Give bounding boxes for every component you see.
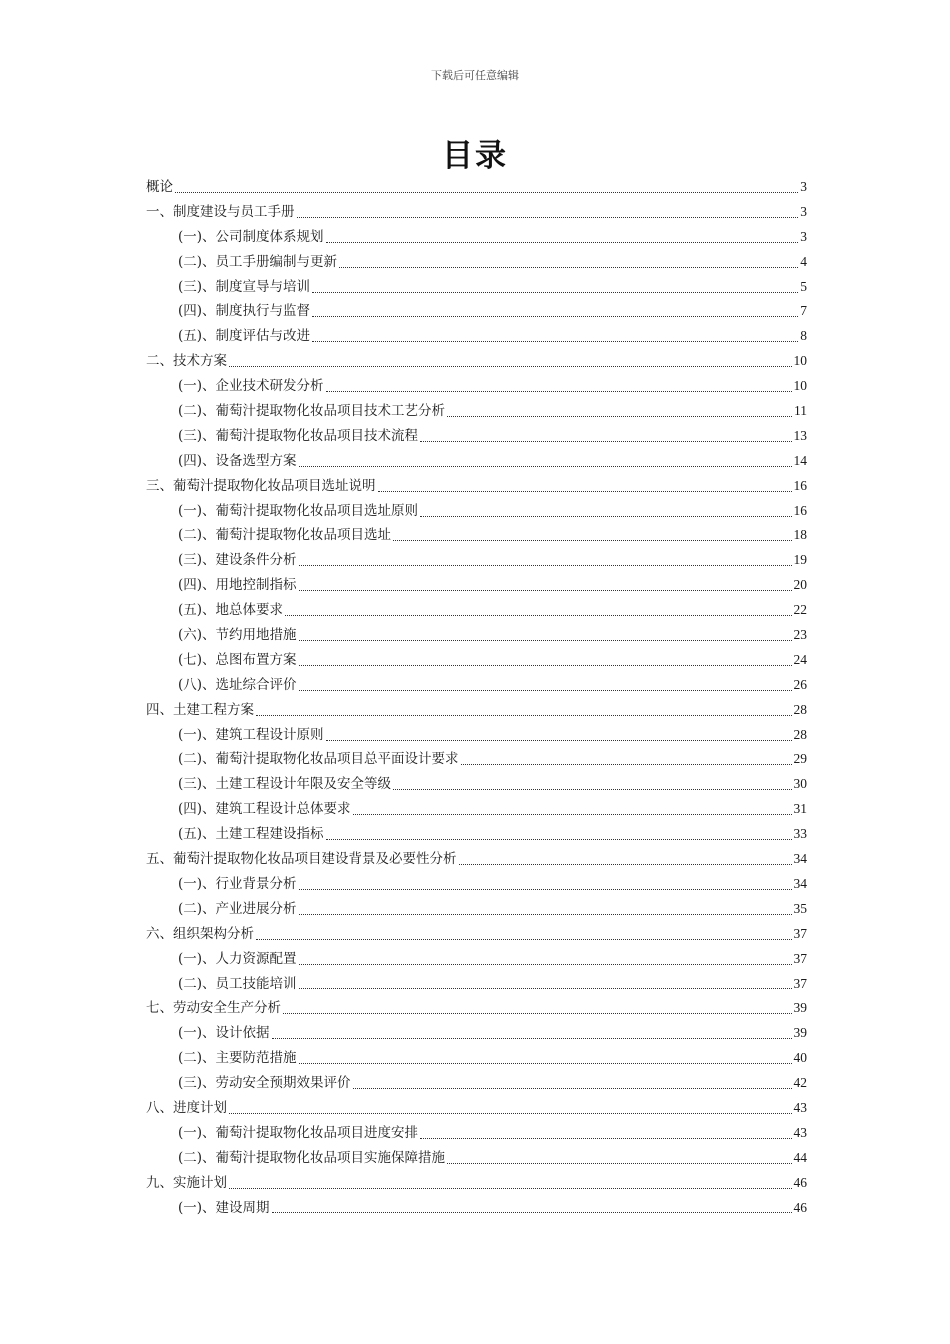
toc-dot-leader (353, 814, 792, 815)
toc-entry-title: 二、技术方案 (146, 353, 227, 370)
toc-dot-leader (339, 267, 798, 268)
toc-entry[interactable] (146, 1171, 807, 1196)
toc-entry-title: (三)、建设条件分析 (178, 552, 297, 569)
toc-dot-leader (326, 242, 799, 243)
toc-entry[interactable] (146, 797, 807, 822)
toc-entry-title: 八、进度计划 (146, 1099, 227, 1116)
toc-entry-page-number: 8 (800, 328, 807, 344)
toc-dot-leader (283, 1013, 792, 1014)
toc-entry-page-number: 14 (793, 452, 807, 468)
toc-entry-title: (二)、葡萄汁提取物化妆品项目总平面设计要求 (178, 751, 459, 768)
toc-entry-title: 六、组织架构分析 (146, 925, 254, 942)
toc-entry[interactable] (146, 897, 807, 922)
toc-entry-title: (二)、员工手册编制与更新 (178, 253, 338, 270)
toc-entry[interactable] (146, 947, 807, 972)
toc-entry-page-number: 34 (793, 851, 807, 867)
toc-dot-leader (326, 391, 792, 392)
page-title: 目录 (442, 138, 508, 174)
toc-entry[interactable] (146, 648, 807, 673)
toc-entry-title: (二)、产业进展分析 (178, 900, 297, 917)
toc-dot-leader (299, 889, 792, 890)
toc-entry[interactable] (146, 299, 807, 324)
toc-dot-leader (326, 740, 792, 741)
toc-entry-title: (二)、主要防范措施 (178, 1050, 297, 1067)
toc-entry[interactable] (146, 399, 807, 424)
toc-entry-page-number: 30 (793, 776, 807, 792)
toc-entry[interactable] (146, 374, 807, 399)
toc-dot-leader (285, 615, 791, 616)
toc-dot-leader (393, 789, 791, 790)
toc-entry-page-number: 20 (793, 577, 807, 593)
toc-entry[interactable] (146, 250, 807, 275)
toc-dot-leader (272, 1212, 792, 1213)
toc-entry[interactable] (146, 225, 807, 250)
toc-entry-title: 七、劳动安全生产分析 (146, 1000, 281, 1017)
toc-dot-leader (299, 964, 792, 965)
toc-entry-title: (一)、人力资源配置 (178, 950, 297, 967)
toc-dot-leader (420, 441, 791, 442)
toc-entry-page-number: 16 (793, 477, 807, 493)
toc-entry-title: 三、葡萄汁提取物化妆品项目选址说明 (146, 477, 376, 494)
toc-entry[interactable] (146, 922, 807, 947)
toc-entry[interactable] (146, 1196, 807, 1221)
toc-entry[interactable] (146, 1121, 807, 1146)
toc-entry-title: (三)、葡萄汁提取物化妆品项目技术流程 (178, 427, 419, 444)
toc-entry-page-number: 34 (793, 875, 807, 891)
toc-entry[interactable] (146, 573, 807, 598)
toc-dot-leader (420, 516, 791, 517)
toc-dot-leader (353, 1088, 792, 1089)
toc-dot-leader (299, 988, 792, 989)
toc-dot-leader (299, 565, 792, 566)
toc-entry[interactable] (146, 449, 807, 474)
toc-entry[interactable] (146, 822, 807, 847)
toc-entry-title: (八)、选址综合评价 (178, 676, 297, 693)
toc-entry-title: (七)、总图布置方案 (178, 651, 297, 668)
toc-entry[interactable] (146, 424, 807, 449)
toc-entry-page-number: 3 (800, 228, 807, 244)
toc-entry-title: (二)、葡萄汁提取物化妆品项目选址 (178, 527, 392, 544)
toc-entry-page-number: 28 (793, 726, 807, 742)
toc-entry-page-number: 3 (800, 203, 807, 219)
toc-entry-title: 五、葡萄汁提取物化妆品项目建设背景及必要性分析 (146, 851, 457, 868)
toc-entry[interactable] (146, 847, 807, 872)
toc-dot-leader (461, 764, 792, 765)
toc-entry-title: (五)、制度评估与改进 (178, 328, 311, 345)
toc-entry-title: (三)、土建工程设计年限及安全等级 (178, 776, 392, 793)
toc-entry-page-number: 19 (793, 552, 807, 568)
toc-entry[interactable] (146, 349, 807, 374)
toc-entry[interactable] (146, 996, 807, 1021)
toc-dot-leader (447, 1163, 791, 1164)
toc-entry-title: (四)、制度执行与监督 (178, 303, 311, 320)
toc-entry-title: (一)、企业技术研发分析 (178, 378, 324, 395)
toc-dot-leader (272, 1038, 792, 1039)
toc-entry[interactable] (146, 499, 807, 524)
toc-dot-leader (326, 839, 792, 840)
toc-entry-page-number: 37 (793, 950, 807, 966)
toc-dot-leader (459, 864, 792, 865)
toc-entry[interactable] (146, 548, 807, 573)
toc-dot-leader (229, 366, 792, 367)
toc-entry-title: (三)、制度宣导与培训 (178, 278, 311, 295)
toc-entry[interactable] (146, 1021, 807, 1046)
toc-entry-title: (一)、葡萄汁提取物化妆品项目进度安排 (178, 1124, 419, 1141)
toc-entry[interactable] (146, 673, 807, 698)
toc-entry-page-number: 22 (793, 602, 807, 618)
toc-entry-page-number: 43 (793, 1124, 807, 1140)
toc-entry[interactable] (146, 324, 807, 349)
toc-entry[interactable] (146, 872, 807, 897)
toc-dot-leader (299, 1063, 792, 1064)
toc-entry-page-number: 13 (793, 427, 807, 443)
toc-entry-title: (二)、葡萄汁提取物化妆品项目实施保障措施 (178, 1149, 446, 1166)
toc-entry[interactable] (146, 1146, 807, 1171)
toc-entry-title: (六)、节约用地措施 (178, 627, 297, 644)
toc-dot-leader (299, 665, 792, 666)
header-note: 下载后可任意编辑 (431, 69, 519, 82)
toc-dot-leader (447, 416, 792, 417)
toc-entry[interactable] (146, 175, 807, 200)
toc-dot-leader (299, 590, 792, 591)
toc-entry[interactable] (146, 747, 807, 772)
toc-entry-page-number: 26 (793, 676, 807, 692)
toc-entry-page-number: 24 (793, 651, 807, 667)
toc-entry-title: 一、制度建设与员工手册 (146, 203, 295, 220)
toc-entry-title: (一)、设计依据 (178, 1025, 270, 1042)
toc-entry-page-number: 46 (793, 1174, 807, 1190)
toc-entry[interactable] (146, 623, 807, 648)
toc-entry-page-number: 46 (793, 1199, 807, 1215)
toc-entry-page-number: 39 (793, 1000, 807, 1016)
toc-entry[interactable] (146, 1046, 807, 1071)
toc-dot-leader (297, 217, 799, 218)
toc-entry-page-number: 29 (793, 751, 807, 767)
toc-entry[interactable] (146, 200, 807, 225)
toc-dot-leader (175, 192, 798, 193)
toc-dot-leader (393, 540, 791, 541)
toc-entry-title: (一)、建筑工程设计原则 (178, 726, 324, 743)
toc-dot-leader (229, 1113, 792, 1114)
toc-dot-leader (312, 316, 798, 317)
toc-entry-page-number: 35 (793, 900, 807, 916)
toc-dot-leader (312, 292, 798, 293)
toc-entry-title: (五)、土建工程建设指标 (178, 826, 324, 843)
toc-entry-page-number: 10 (793, 378, 807, 394)
toc-entry-title: 概论 (146, 179, 173, 195)
toc-entry[interactable] (146, 1071, 807, 1096)
toc-entry-page-number: 37 (793, 975, 807, 991)
toc-entry-page-number: 44 (793, 1149, 807, 1165)
toc-entry-title: (二)、员工技能培训 (178, 975, 297, 992)
toc-entry-page-number: 37 (793, 925, 807, 941)
toc-entry-page-number: 43 (793, 1099, 807, 1115)
toc-entry-title: (一)、公司制度体系规划 (178, 228, 324, 245)
toc-entry-page-number: 23 (793, 627, 807, 643)
toc-dot-leader (299, 690, 792, 691)
toc-entry[interactable] (146, 474, 807, 499)
toc-entry-title: (四)、设备选型方案 (178, 452, 297, 469)
toc-dot-leader (299, 466, 792, 467)
toc-entry-page-number: 39 (793, 1025, 807, 1041)
toc-entry[interactable] (146, 698, 807, 723)
toc-entry[interactable] (146, 275, 807, 300)
toc-dot-leader (229, 1188, 792, 1189)
toc-entry[interactable] (146, 772, 807, 797)
toc-dot-leader (299, 914, 792, 915)
toc-dot-leader (378, 491, 792, 492)
toc-entry[interactable] (146, 598, 807, 623)
toc-entry-page-number: 33 (793, 826, 807, 842)
toc-entry[interactable] (146, 523, 807, 548)
toc-entry-page-number: 7 (800, 303, 807, 319)
toc-entry-title: (四)、建筑工程设计总体要求 (178, 801, 351, 818)
toc-entry-page-number: 4 (800, 253, 807, 269)
toc-entry-title: 九、实施计划 (146, 1174, 227, 1191)
toc-entry-page-number: 5 (800, 278, 807, 294)
toc-entry-title: (二)、葡萄汁提取物化妆品项目技术工艺分析 (178, 403, 446, 420)
toc-entry[interactable] (146, 972, 807, 997)
toc-dot-leader (299, 640, 792, 641)
toc-entry-title: (五)、地总体要求 (178, 602, 284, 619)
toc-entry[interactable] (146, 723, 807, 748)
toc-entry-title: (一)、葡萄汁提取物化妆品项目选址原则 (178, 502, 419, 519)
toc-entry-page-number: 10 (793, 353, 807, 369)
toc-entry-page-number: 3 (800, 179, 807, 194)
toc-dot-leader (312, 341, 798, 342)
toc-dot-leader (256, 939, 792, 940)
toc-entry-page-number: 40 (793, 1050, 807, 1066)
toc-dot-leader (256, 715, 792, 716)
toc-entry-title: (三)、劳动安全预期效果评价 (178, 1075, 351, 1092)
toc-entry-page-number: 42 (793, 1075, 807, 1091)
table-of-contents (146, 175, 807, 1220)
toc-entry-page-number: 18 (793, 527, 807, 543)
toc-entry-page-number: 16 (793, 502, 807, 518)
toc-entry-title: (一)、行业背景分析 (178, 875, 297, 892)
toc-entry-page-number: 28 (793, 701, 807, 717)
toc-entry-page-number: 31 (793, 801, 807, 817)
toc-entry-title: (一)、建设周期 (178, 1199, 270, 1216)
toc-entry[interactable] (146, 1096, 807, 1121)
toc-dot-leader (420, 1138, 791, 1139)
toc-entry-title: 四、土建工程方案 (146, 701, 254, 718)
toc-entry-page-number: 11 (794, 403, 807, 419)
toc-entry-title: (四)、用地控制指标 (178, 577, 297, 594)
